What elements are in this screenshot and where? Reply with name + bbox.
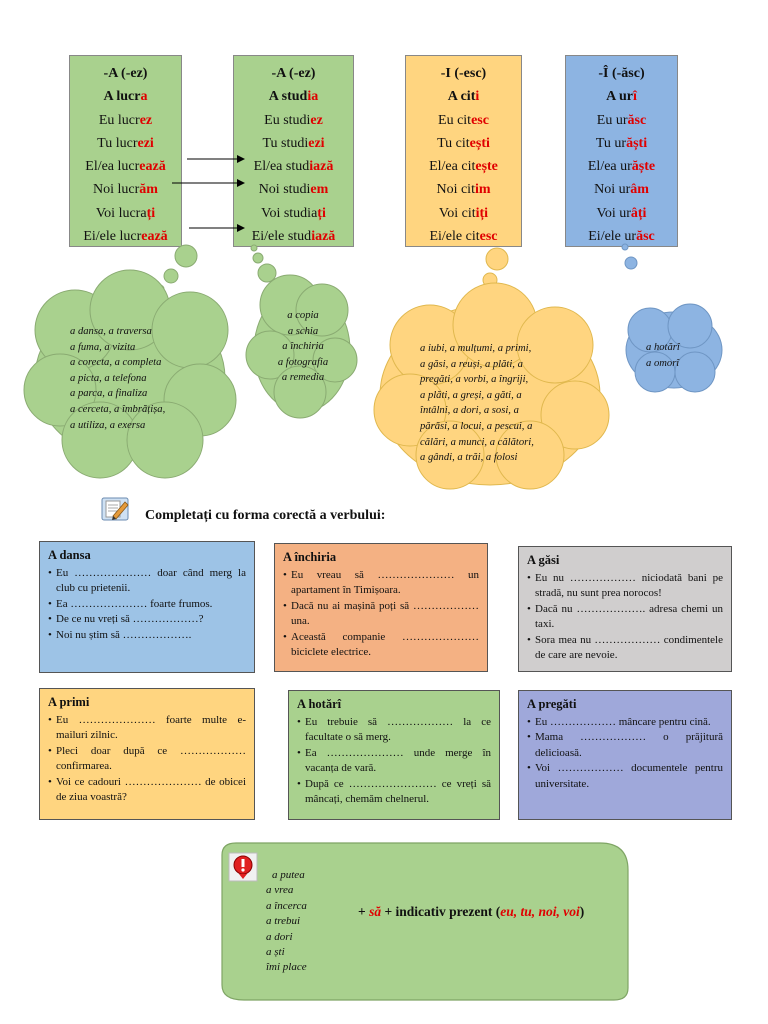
rule-formula (358, 904, 584, 920)
cloud-verb: a remedia (281, 372, 325, 384)
cloud-verb: a utiliza, a exersa (70, 419, 146, 431)
exercise-sentence: • Eu vreau să ………………… un apartament în Timișoara. (283, 568, 479, 599)
conjugation-row: Eu urăsc (596, 112, 647, 128)
exercise-sentence: • Dacă nu ai mașină poți să ……………… una. (283, 599, 479, 630)
exercise-title: A găsi (527, 553, 560, 567)
cloud-verb: a iubi, a mulțumi, a primi, (420, 343, 532, 354)
conjugation-row: El/ea lucrează (85, 159, 166, 175)
exercise-list (283, 568, 479, 661)
exercise-list (297, 715, 491, 808)
cloud-verb: a schia (287, 325, 319, 337)
conjugation-row: Ei/ele urăsc (588, 229, 655, 245)
conjugation-row: Noi lucrăm (93, 182, 158, 198)
cloud-verb: a hotărî (646, 342, 680, 353)
exercise-sentence: • Eu nu ……………… niciodată bani pe stradă, nu sunt prea norocos! (527, 571, 723, 602)
cloud-verb: călări, a munci, a călători, (420, 436, 534, 448)
conjugation-row: Tu studiezi (262, 135, 325, 151)
cloud-verb: a cerceta, a îmbrățișa, (70, 403, 166, 415)
cloud-verb: a dansa, a traversa (70, 326, 152, 337)
exercise-box (39, 541, 255, 673)
conjugation-row: Voi urâți (596, 205, 647, 221)
cloud-verb: a corecta, a completa (70, 357, 162, 369)
conjugation-row: Voi lucrați (95, 205, 156, 221)
conjugation-row: Voi studiați (261, 205, 326, 221)
exercise-sentence: • De ce nu vreți să ………………? (48, 612, 246, 628)
exercise-box (39, 688, 255, 820)
exercise-title: A pregăti (527, 697, 577, 711)
exercise-sentence: • Voi ce cadouri ………………… de obicei de ziua voastră? (48, 775, 246, 806)
conjugation-row: Ei/ele citesc (429, 229, 498, 245)
conjugation-infinitive: A studia (268, 89, 319, 105)
exercise-sentence: • Ea ………………… unde merge în vacanța de vară. (297, 746, 491, 777)
conjugation-row: Eu lucrez (98, 112, 153, 128)
conjugation-header: -A (-ez) (103, 66, 148, 81)
conjugation-infinitive: A citi (447, 89, 480, 105)
exercise-list (48, 713, 246, 806)
rule-verb: a putea (272, 869, 305, 881)
conjugation-infinitive: A lucra (103, 89, 148, 105)
exercise-sentence: • Eu ……………… mâncare pentru cină. (527, 715, 723, 731)
exercise-list (527, 571, 723, 664)
exercise-sentence: • Ea ………………… foarte frumos. (48, 597, 246, 613)
exercise-sentence: • Dacă nu ………………. adresa chemi un taxi. (527, 602, 723, 633)
pencil-notepad-icon (101, 496, 131, 522)
exercise-title: A hotărî (297, 697, 342, 711)
conjugation-row: El/ea studiază (253, 159, 334, 175)
rule-persons: eu, tu, noi, voi (500, 904, 580, 919)
cloud-verb: întâlni, a dori, a sosi, a (420, 405, 519, 417)
cloud-verb: a închiria (282, 341, 324, 353)
conjugation-infinitive: A urî (606, 89, 637, 105)
exercise-box (288, 690, 500, 820)
exercise-sentence: • Eu trebuie să ……………… la ce facultate o să merg. (297, 715, 491, 746)
exercise-sentence: • Mama ……………… o prăjitură delicioasă. (527, 730, 723, 761)
rule-indicative: + indicativ prezent ( (381, 904, 501, 919)
conjugation-row: El/ea citește (429, 159, 498, 175)
exercise-sentence: • Noi nu știm să ………………. (48, 628, 246, 644)
conjugation-row: Ei/ele studiază (251, 229, 336, 245)
rule-verb-list (266, 868, 307, 976)
rule-verb: a încerca (266, 899, 307, 912)
exercise-title: A închiria (283, 550, 337, 564)
rule-verb: a ști (266, 946, 285, 959)
exercise-sentence: • Eu ………………… foarte multe e-mailuri zilnic. (48, 713, 246, 744)
exercise-list (48, 566, 246, 644)
conjugation-header: -I (-esc) (440, 66, 487, 81)
conjugation-row: Tu citești (437, 135, 490, 151)
conjugation-row: Noi citim (436, 182, 491, 198)
cloud-verb: a omorî (646, 357, 680, 369)
exercise-box (274, 543, 488, 672)
conjugation-row: Ei/ele lucrează (83, 229, 168, 245)
cloud-verb: a parca, a finaliza (70, 388, 148, 400)
conjugation-row: Tu lucrezi (97, 135, 154, 151)
rule-verb: îmi place (266, 961, 307, 974)
conjugation-header: -A (-ez) (271, 66, 316, 81)
exercise-sentence: • După ce …………………… ce vreți să mâncați, chemăm chelnerul. (297, 777, 491, 808)
conjugation-row: Noi studiem (258, 182, 329, 198)
cloud-verb: a gândi, a trăi, a folosi (420, 452, 518, 464)
exercise-box (518, 690, 732, 820)
conjugation-row: Eu studiez (264, 112, 323, 128)
cloud-verb: a picta, a telefona (70, 372, 147, 384)
cloud-green-1-text (70, 324, 210, 433)
rule-close-paren: ) (579, 904, 585, 919)
instruction-text: Completați cu forma corectă a verbului: (145, 508, 386, 523)
exercise-sentence: • Voi ……………… documentele pentru universitate. (527, 761, 723, 792)
cloud-orange-text (420, 341, 560, 466)
exercise-sentence: • Această companie ………………… biciclete electrice. (283, 630, 479, 661)
conjugation-row: Voi citiți (438, 205, 489, 221)
cloud-verb: a copia (287, 310, 319, 321)
cloud-verb: a găsi, a reuși, a plăti, a (420, 358, 523, 370)
cloud-verb: părăsi, a locui, a pescui, a (420, 420, 533, 432)
rule-verb: a dori (266, 930, 293, 943)
cloud-verb: pregăti, a vorbi, a îngriji, (420, 374, 529, 386)
cloud-verb: a plăti, a greși, a găti, a (420, 389, 522, 401)
rule-sa: să (369, 904, 382, 919)
conjugation-header: -Î (-ăsc) (598, 66, 645, 81)
cloud-verb: a fuma, a vizita (70, 341, 136, 353)
exercise-title: A dansa (48, 548, 91, 562)
exclamation-icon (228, 852, 258, 882)
exercise-sentence: • Eu ………………… doar când merg la club cu prietenii. (48, 566, 246, 597)
exercise-title: A primi (48, 695, 90, 709)
conjugation-row: Eu citesc (438, 112, 489, 128)
exercise-sentence: • Pleci doar după ce ……………… confirmarea. (48, 744, 246, 775)
exercise-box (518, 546, 732, 672)
cloud-green-2-text (258, 308, 348, 386)
exercise-sentence: • Sora mea nu ……………… condimentele de care are nevoie. (527, 633, 723, 664)
cloud-blue-text (646, 340, 706, 371)
conjugation-row: Tu urăști (595, 135, 648, 151)
rule-plus: + (358, 904, 370, 919)
rule-verb: a trebui (266, 915, 301, 928)
cloud-verb: a fotografia (277, 356, 329, 368)
conjugation-row: Noi urâm (594, 182, 649, 198)
conjugation-row: El/ea urăște (587, 159, 656, 175)
rule-verb: a vrea (266, 884, 294, 897)
exercise-list (527, 715, 723, 793)
